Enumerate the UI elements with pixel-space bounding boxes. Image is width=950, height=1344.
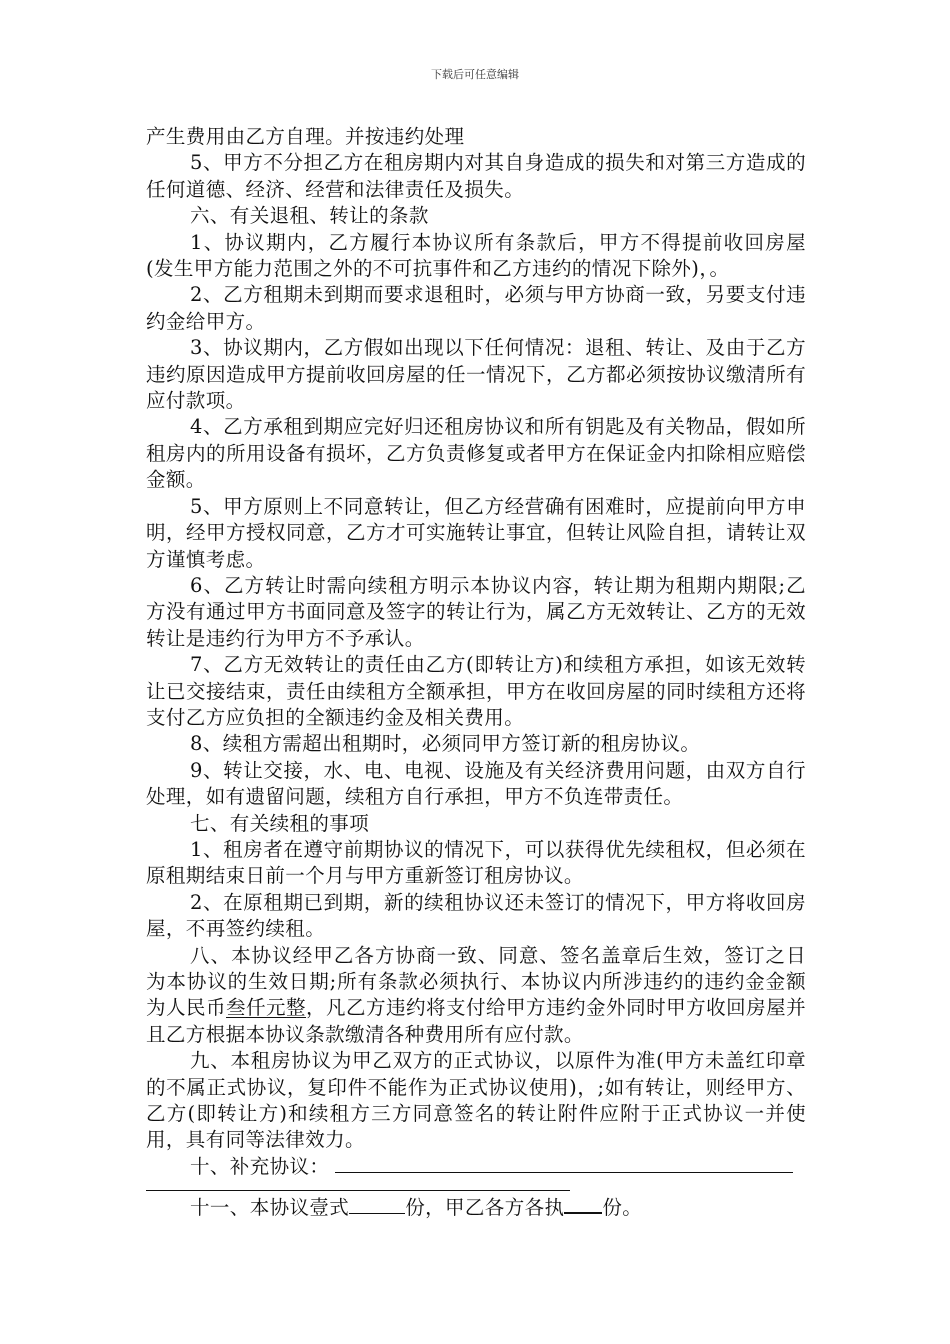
contract-paragraph: 1、租房者在遵守前期协议的情况下，可以获得优先续租权，但必须在原租期结束日前一个月与甲方重新签订租房协议。	[146, 837, 806, 888]
copies-each-blank[interactable]	[564, 1198, 602, 1214]
contract-paragraph: 5、甲方原则上不同意转让，但乙方经营确有困难时，应提前向甲方申明，经甲方授权同意，乙方才可实施转让事宜，但转让风险自担，请转让双方谨慎考虑。	[146, 494, 806, 571]
contract-paragraph: 2、在原租期已到期，新的续租协议还未签订的情况下，甲方将收回房屋，不再签约续租。	[146, 890, 806, 941]
supplementary-blank-line[interactable]	[335, 1158, 793, 1173]
contract-paragraph: 产生费用由乙方自理。并按违约处理	[146, 125, 465, 148]
supplementary-blank-line-2[interactable]	[146, 1180, 570, 1191]
contract-paragraph: 六、有关退租、转让的条款	[190, 204, 429, 228]
copies-total-blank[interactable]	[349, 1199, 405, 1214]
contract-paragraph: 七、有关续租的事项	[190, 811, 370, 835]
clause-eight-text-start: 八、本协议经甲乙各方协商一致、同意、签名盖章后生效，签订之日为本协议的生效日期;所有条款必须执行、本协议内所涉违约的违约金金额为人民币	[146, 943, 806, 1020]
copies-text-a: 十一、本协议壹式	[190, 1196, 350, 1220]
contract-paragraph: 2、乙方租期未到期而要求退租时，必须与甲方协商一致，另要支付违约金给甲方。	[146, 283, 806, 333]
contract-paragraph: 4、乙方承租到期应完好归还租房协议和所有钥匙及有关物品，假如所租房内的所用设备有损坏，乙方负责修复或者甲方在保证金内扣除相应赔偿金额。	[146, 415, 806, 492]
contract-paragraph: 9、转让交接，水、电、电视、设施及有关经济费用问题，由双方自行处理，如有遗留问题，续租方自行承担，甲方不负连带责任。	[146, 758, 806, 809]
clause-eight-text-end: ，凡乙方违约将支付给甲方违约金外同时甲方收回房屋并且乙方根据本协议条款缴清各种费用所有应付款。	[146, 996, 806, 1046]
contract-paragraph: 7、乙方无效转让的责任由乙方(即转让方)和续租方承担，如该无效转让已交接结束，责任由续租方全额承担，甲方在收回房屋的同时续租方还将支付乙方应负担的全额违约金及相关费用。	[146, 653, 806, 729]
clause-eight-paragraph	[146, 943, 806, 1049]
contract-paragraph: 3、协议期内，乙方假如出现以下任何情况：退租、转让、及由于乙方违约原因造成甲方提前收回房屋的任一情况下，乙方都必须按协议缴清所有应付款项。	[146, 336, 806, 413]
copies-text-c: 份。	[602, 1196, 643, 1220]
clause-ten-paragraph	[146, 1154, 806, 1180]
clause-nine-paragraph: 九、本租房协议为甲乙双方的正式协议，以原件为准(甲方未盖红印章的不属正式协议，复印件不能作为正式协议使用)，;如有转让，则经甲方、乙方(即转让方)和续租方三方同意签名的转让附件应附于正式协议一并使用，具有同等法律效力。	[146, 1049, 806, 1152]
contract-paragraph: 1、协议期内，乙方履行本协议所有条款后，甲方不得提前收回房屋(发生甲方能力范围之外的不可抗事件和乙方违约的情况下除外)，。	[146, 230, 806, 281]
contract-paragraph: 8、续租方需超出租期时，必须同甲方签订新的租房协议。	[190, 732, 701, 756]
supplementary-label: 十、补充协议：	[190, 1154, 330, 1178]
paragraph-list	[146, 124, 806, 943]
contract-paragraph: 6、乙方转让时需向续租方明示本协议内容，转让期为租期内期限;乙方没有通过甲方书面同意及签字的转让行为，属乙方无效转让、乙方的无效转让是违约行为甲方不予承认。	[146, 573, 806, 650]
penalty-amount: 叁仟元整	[226, 996, 307, 1020]
page-header-note: 下载后可任意编辑	[431, 68, 519, 81]
clause-eleven-paragraph	[146, 1195, 806, 1221]
contract-paragraph: 5、甲方不分担乙方在租房期内对其自身造成的损失和对第三方造成的任何道德、经济、经营和法律责任及损失。	[146, 151, 806, 201]
copies-text-b: 份，甲乙各方各执	[405, 1196, 565, 1220]
contract-body	[146, 124, 806, 1222]
